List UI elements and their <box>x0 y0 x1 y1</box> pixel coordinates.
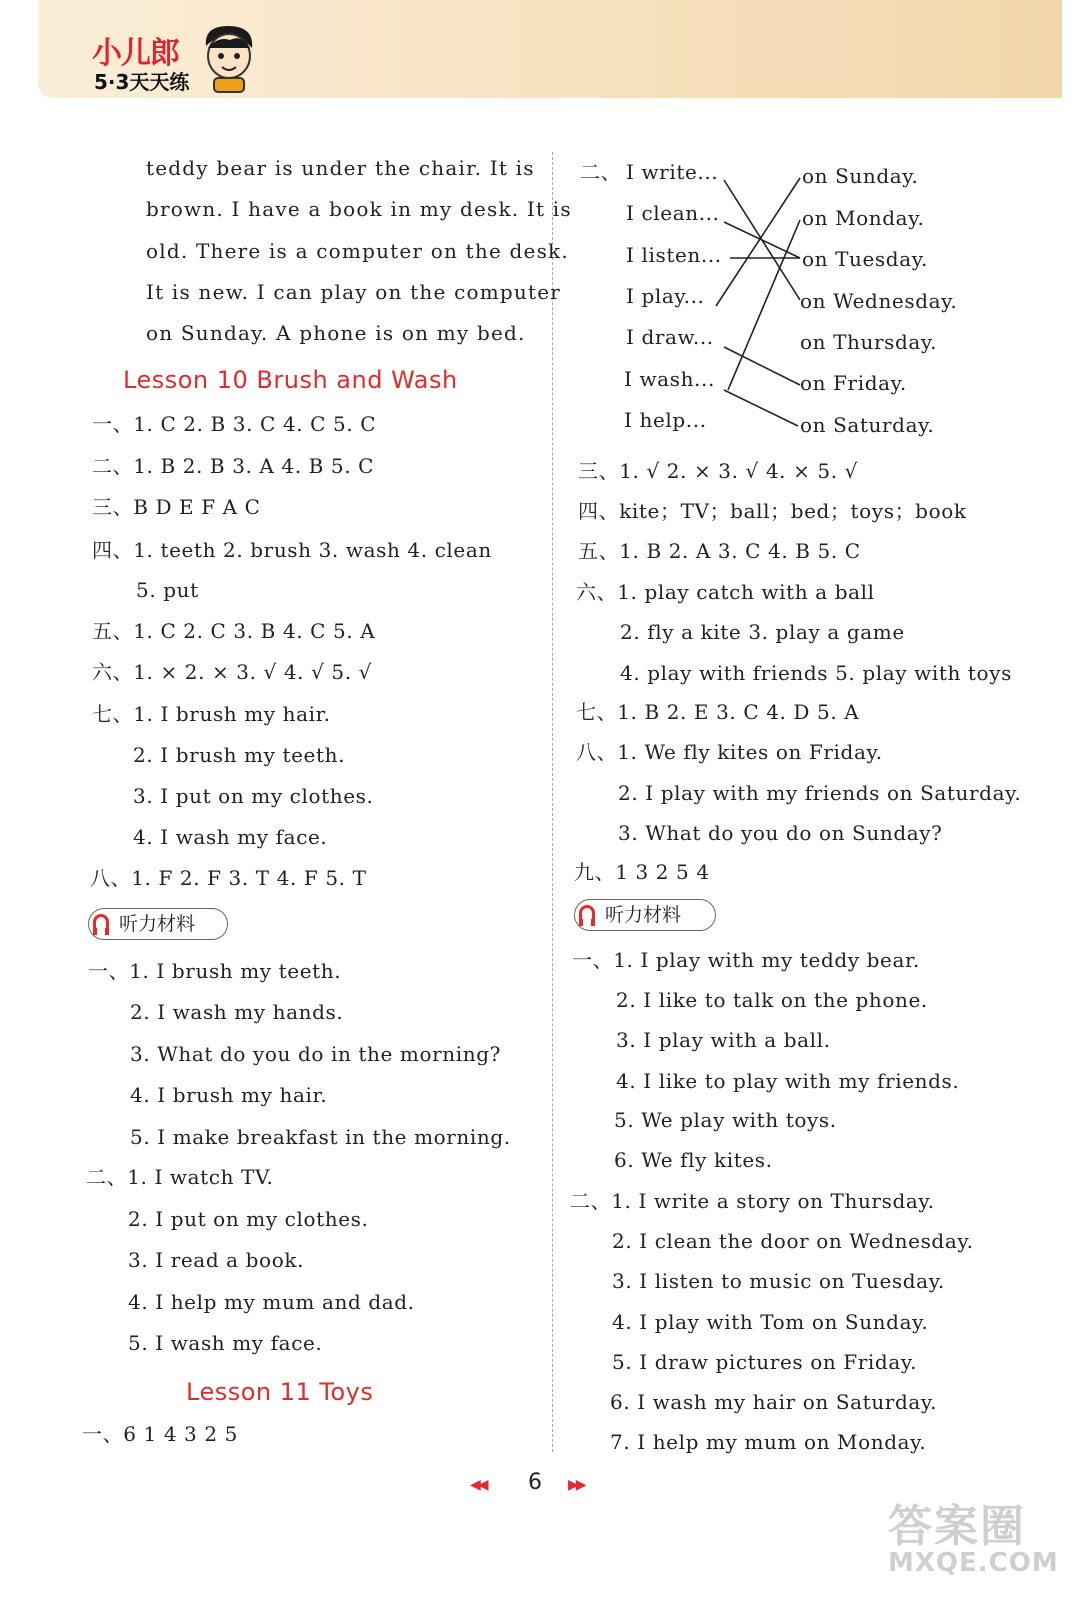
listening-line: 5. I draw pictures on Friday. <box>612 1350 918 1374</box>
answer-line: 三、B D E F A C <box>92 495 261 519</box>
answer-line: 一、1. C 2. B 3. C 4. C 5. C <box>92 412 377 436</box>
answer-line: 三、1. √ 2. × 3. √ 4. × 5. √ <box>578 459 858 483</box>
listening-line: 7. I help my mum on Monday. <box>610 1430 927 1454</box>
listening-line: 5. I wash my face. <box>128 1331 323 1355</box>
headphones-icon <box>579 905 595 919</box>
match-left-item: I draw... <box>626 325 714 349</box>
match-left-item: I play... <box>626 284 705 308</box>
listening-line: 2. I clean the door on Wednesday. <box>612 1229 974 1253</box>
answer-line: 4. play with friends 5. play with toys <box>620 661 1012 685</box>
passage-line: teddy bear is under the chair. It is <box>146 156 535 180</box>
next-arrow-icon: ▶▶ <box>568 1477 584 1493</box>
brand-subtitle: 5·3天天练 <box>94 70 190 94</box>
answer-line: 3. What do you do on Sunday? <box>618 821 943 845</box>
answer-line: 2. fly a kite 3. play a game <box>620 620 905 644</box>
answer-line: 八、1. F 2. F 3. T 4. F 5. T <box>90 866 367 890</box>
match-left-item: I clean... <box>626 201 720 225</box>
listening-line: 二、1. I watch TV. <box>86 1165 274 1189</box>
match-left-item: I wash... <box>624 367 715 391</box>
match-right-item: on Thursday. <box>800 330 938 354</box>
listening-line: 3. I listen to music on Tuesday. <box>612 1269 945 1293</box>
match-right-item: on Friday. <box>800 371 907 395</box>
answer-line: 六、1. play catch with a ball <box>576 580 875 604</box>
passage-line: on Sunday. A phone is on my bed. <box>146 321 526 345</box>
answer-line: 八、1. We fly kites on Friday. <box>576 740 883 764</box>
match-right-item: on Sunday. <box>802 164 919 188</box>
listening-line: 一、1. I play with my teddy bear. <box>572 948 920 972</box>
listening-line: 3. What do you do in the morning? <box>130 1042 501 1066</box>
match-right-item: on Saturday. <box>800 413 935 437</box>
answer-line: 3. I put on my clothes. <box>133 784 374 808</box>
match-line <box>716 178 800 306</box>
answer-line: 二、1. B 2. B 3. A 4. B 5. C <box>92 454 375 478</box>
answer-line: 四、1. teeth 2. brush 3. wash 4. clean <box>92 538 492 562</box>
match-line <box>724 347 800 385</box>
listening-line: 4. I play with Tom on Sunday. <box>612 1310 929 1334</box>
answer-line: 七、1. I brush my hair. <box>92 702 331 726</box>
listening-line: 一、1. I brush my teeth. <box>88 959 342 983</box>
passage-line: It is new. I can play on the computer <box>146 280 562 304</box>
match-right-item: on Tuesday. <box>802 247 928 271</box>
listening-line: 2. I wash my hands. <box>130 1000 344 1024</box>
page-number: 6 <box>528 1470 542 1495</box>
match-right-item: on Wednesday. <box>800 289 958 313</box>
match-line <box>728 220 800 390</box>
listening-line: 二、1. I write a story on Thursday. <box>570 1189 935 1213</box>
answer-line: 5. put <box>136 578 199 602</box>
listening-line: 6. We fly kites. <box>614 1148 773 1172</box>
listening-line: 3. I read a book. <box>128 1248 305 1272</box>
answer-line: 五、1. B 2. A 3. C 4. B 5. C <box>578 539 861 563</box>
listening-line: 3. I play with a ball. <box>616 1028 831 1052</box>
passage-line: old. There is a computer on the desk. <box>146 239 569 263</box>
watermark: 答案圈 MXQE.COM <box>888 1501 1059 1578</box>
answer-line: 六、1. × 2. × 3. √ 4. √ 5. √ <box>92 660 372 684</box>
match-left-item: I write... <box>626 160 719 184</box>
answer-line: 一、6 1 4 3 2 5 <box>82 1422 238 1446</box>
brand-logo: 小儿郎 <box>92 36 179 71</box>
listening-line: 2. I like to talk on the phone. <box>616 988 928 1012</box>
answer-line: 七、1. B 2. E 3. C 4. D 5. A <box>576 700 860 724</box>
match-left-item: I help... <box>624 408 707 432</box>
answer-line: 2. I brush my teeth. <box>133 743 346 767</box>
match-line <box>724 222 800 258</box>
answer-line: 九、1 3 2 5 4 <box>574 860 710 884</box>
listening-line: 4. I like to play with my friends. <box>616 1069 960 1093</box>
listening-material-label: 听力材料 <box>88 908 228 940</box>
listening-line: 4. I brush my hair. <box>130 1083 328 1107</box>
answer-line: 四、kite；TV；ball；bed；toys；book <box>578 499 967 523</box>
listening-line: 6. I wash my hair on Saturday. <box>610 1390 938 1414</box>
answer-line: 五、1. C 2. C 3. B 4. C 5. A <box>92 619 376 643</box>
section-number: 二、 <box>580 160 622 184</box>
answer-line: 2. I play with my friends on Saturday. <box>618 781 1022 805</box>
listening-line: 2. I put on my clothes. <box>128 1207 369 1231</box>
listening-material-label: 听力材料 <box>574 899 716 931</box>
match-right-item: on Monday. <box>802 206 925 230</box>
prev-arrow-icon: ◀◀ <box>470 1477 486 1493</box>
lesson-title: Lesson 11 Toys <box>186 1378 374 1406</box>
match-left-item: I listen... <box>626 243 722 267</box>
lesson-title: Lesson 10 Brush and Wash <box>123 366 458 394</box>
listening-line: 5. We play with toys. <box>614 1108 837 1132</box>
answer-line: 4. I wash my face. <box>133 825 328 849</box>
listening-line: 4. I help my mum and dad. <box>128 1290 415 1314</box>
listening-line: 5. I make breakfast in the morning. <box>130 1125 511 1149</box>
passage-line: brown. I have a book in my desk. It is <box>146 197 572 221</box>
match-line <box>724 390 798 426</box>
